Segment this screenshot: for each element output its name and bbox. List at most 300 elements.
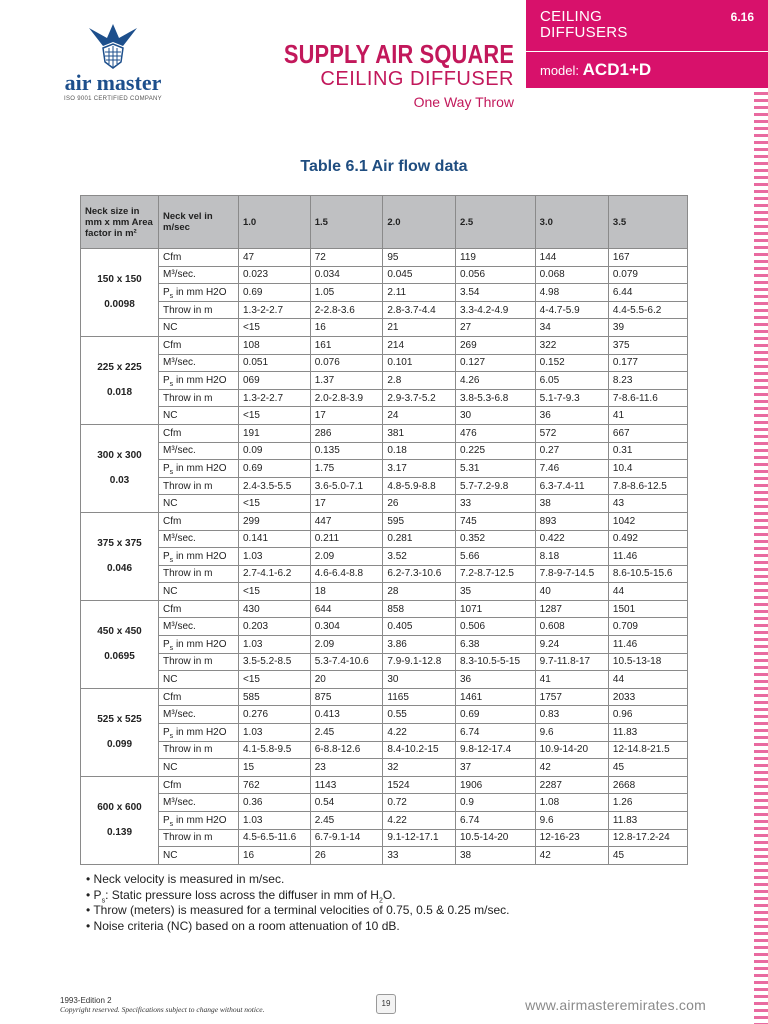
table-row: [81, 671, 688, 689]
value-cell: 6-8.8-12.6: [310, 741, 383, 759]
table-row: [81, 600, 688, 618]
value-cell: 447: [310, 512, 383, 530]
table-row: [81, 495, 688, 513]
value-cell: 2.45: [310, 724, 383, 742]
value-cell: 9.6: [535, 812, 608, 830]
value-cell: 3.8-5.3-6.8: [456, 389, 536, 407]
table-row: [81, 354, 688, 372]
value-cell: 2.9-3.7-5.2: [383, 389, 456, 407]
param-label: Throw in m: [159, 389, 239, 407]
value-cell: 1287: [535, 600, 608, 618]
value-cell: 38: [535, 495, 608, 513]
neck-size: 300 x 300: [97, 450, 142, 462]
value-cell: 12-14.8-21.5: [608, 741, 687, 759]
param-label: Cfm: [159, 688, 239, 706]
table-row: [81, 530, 688, 548]
title-line-2: CEILING DIFFUSER: [320, 68, 514, 90]
value-cell: 21: [383, 319, 456, 337]
value-cell: 28: [383, 583, 456, 601]
value-cell: 2.0-2.8-3.9: [310, 389, 383, 407]
neck-size: 450 x 450: [97, 626, 142, 638]
neck-size-cell: [81, 512, 159, 600]
value-cell: 0.18: [383, 442, 456, 460]
value-cell: 5.1-7-9.3: [535, 389, 608, 407]
param-label: M³/sec.: [159, 706, 239, 724]
table-row: [81, 618, 688, 636]
value-cell: 2287: [535, 776, 608, 794]
value-cell: 4.22: [383, 812, 456, 830]
value-cell: 2.11: [383, 284, 456, 302]
value-cell: 858: [383, 600, 456, 618]
value-cell: 6.2-7.3-10.6: [383, 565, 456, 583]
note-throw: • Throw (meters) is measured for a terminal velocities of 0.75, 0.5 & 0.25 m/sec.: [86, 903, 510, 919]
table-row: [81, 336, 688, 354]
value-cell: 2.09: [310, 636, 383, 654]
param-label: $P_s$ in mm H2O: [159, 460, 239, 478]
value-cell: 8.6-10.5-15.6: [608, 565, 687, 583]
table-row: [81, 847, 688, 865]
value-cell: 0.211: [310, 530, 383, 548]
website-link[interactable]: www.airmasteremirates.com: [525, 997, 706, 1013]
param-label: Throw in m: [159, 477, 239, 495]
param-label: Cfm: [159, 424, 239, 442]
header-col: 1.0: [239, 196, 311, 249]
value-cell: 36: [456, 671, 536, 689]
value-cell: 0.31: [608, 442, 687, 460]
footnotes: [86, 872, 510, 934]
param-label: NC: [159, 759, 239, 777]
value-cell: 38: [456, 847, 536, 865]
value-cell: 119: [456, 249, 536, 267]
value-cell: 16: [239, 847, 311, 865]
category-line-2: DIFFUSERS: [540, 24, 628, 41]
value-cell: 6.74: [456, 812, 536, 830]
value-cell: 5.7-7.2-9.8: [456, 477, 536, 495]
param-label: M³/sec.: [159, 266, 239, 284]
value-cell: 95: [383, 249, 456, 267]
header-col: 2.5: [456, 196, 536, 249]
value-cell: 30: [383, 671, 456, 689]
param-label: Cfm: [159, 249, 239, 267]
area-factor: 0.0695: [104, 651, 135, 663]
header-col: 3.5: [608, 196, 687, 249]
header-col: 2.0: [383, 196, 456, 249]
param-label: $P_s$ in mm H2O: [159, 636, 239, 654]
param-label: Throw in m: [159, 565, 239, 583]
param-label: $P_s$ in mm H2O: [159, 548, 239, 566]
table-row: [81, 284, 688, 302]
value-cell: 4.26: [456, 372, 536, 390]
value-cell: 299: [239, 512, 311, 530]
value-cell: 6.38: [456, 636, 536, 654]
value-cell: 4.1-5.8-9.5: [239, 741, 311, 759]
value-cell: 12-16-23: [535, 829, 608, 847]
neck-size-cell: [81, 688, 159, 776]
table-title: Table 6.1 Air flow data: [300, 158, 468, 175]
param-label: M³/sec.: [159, 442, 239, 460]
value-cell: 2.4-3.5-5.5: [239, 477, 311, 495]
header-neck-vel: Neck vel in m/sec: [159, 196, 239, 249]
value-cell: 0.276: [239, 706, 311, 724]
value-cell: 5.66: [456, 548, 536, 566]
neck-size-cell: [81, 424, 159, 512]
value-cell: 1.75: [310, 460, 383, 478]
value-cell: 26: [310, 847, 383, 865]
value-cell: 1165: [383, 688, 456, 706]
param-label: Throw in m: [159, 301, 239, 319]
value-cell: 0.051: [239, 354, 311, 372]
value-cell: 9.1-12-17.1: [383, 829, 456, 847]
value-cell: 1071: [456, 600, 536, 618]
value-cell: 108: [239, 336, 311, 354]
value-cell: 11.83: [608, 724, 687, 742]
value-cell: 20: [310, 671, 383, 689]
value-cell: 1.03: [239, 812, 311, 830]
value-cell: 595: [383, 512, 456, 530]
table-row: [81, 794, 688, 812]
value-cell: <15: [239, 583, 311, 601]
table-header-row: [81, 196, 688, 249]
value-cell: 191: [239, 424, 311, 442]
product-title: [240, 40, 514, 111]
value-cell: 0.709: [608, 618, 687, 636]
param-label: Cfm: [159, 776, 239, 794]
value-cell: 6.74: [456, 724, 536, 742]
value-cell: 0.023: [239, 266, 311, 284]
param-label: Throw in m: [159, 741, 239, 759]
category-line-1: CEILING: [540, 8, 603, 25]
value-cell: 1.26: [608, 794, 687, 812]
value-cell: 18: [310, 583, 383, 601]
value-cell: 72: [310, 249, 383, 267]
header-divider: [526, 51, 768, 52]
param-label: NC: [159, 319, 239, 337]
value-cell: 0.72: [383, 794, 456, 812]
value-cell: 0.09: [239, 442, 311, 460]
value-cell: 40: [535, 583, 608, 601]
value-cell: 0.135: [310, 442, 383, 460]
value-cell: 41: [535, 671, 608, 689]
table-row: [81, 741, 688, 759]
value-cell: 0.141: [239, 530, 311, 548]
param-label: $P_s$ in mm H2O: [159, 284, 239, 302]
area-factor: 0.046: [106, 563, 133, 575]
value-cell: 4.6-6.4-8.8: [310, 565, 383, 583]
model-prefix: model:: [540, 63, 580, 78]
param-label: Throw in m: [159, 829, 239, 847]
table-row: [81, 477, 688, 495]
value-cell: 0.352: [456, 530, 536, 548]
value-cell: 1.08: [535, 794, 608, 812]
value-cell: 1.03: [239, 548, 311, 566]
value-cell: 30: [456, 407, 536, 425]
value-cell: 34: [535, 319, 608, 337]
value-cell: 4.5-6.5-11.6: [239, 829, 311, 847]
value-cell: 1501: [608, 600, 687, 618]
value-cell: 0.54: [310, 794, 383, 812]
value-cell: 27: [456, 319, 536, 337]
value-cell: 161: [310, 336, 383, 354]
value-cell: 2.45: [310, 812, 383, 830]
table-row: [81, 372, 688, 390]
value-cell: 12.8-17.2-24: [608, 829, 687, 847]
value-cell: 0.608: [535, 618, 608, 636]
value-cell: 745: [456, 512, 536, 530]
value-cell: 3.5-5.2-8.5: [239, 653, 311, 671]
area-factor: 0.139: [106, 827, 133, 839]
value-cell: 0.83: [535, 706, 608, 724]
table-row: [81, 407, 688, 425]
neck-size: 225 x 225: [97, 362, 142, 374]
value-cell: 2.8-3.7-4.4: [383, 301, 456, 319]
value-cell: 381: [383, 424, 456, 442]
neck-size: 525 x 525: [97, 714, 142, 726]
value-cell: 3.6-5.0-7.1: [310, 477, 383, 495]
edition-text: 1993-Edition 2: [60, 996, 112, 1005]
value-cell: 9.6: [535, 724, 608, 742]
value-cell: 17: [310, 407, 383, 425]
value-cell: 476: [456, 424, 536, 442]
param-label: NC: [159, 847, 239, 865]
value-cell: 269: [456, 336, 536, 354]
value-cell: 8.23: [608, 372, 687, 390]
table-row: [81, 319, 688, 337]
value-cell: 214: [383, 336, 456, 354]
value-cell: 4-4.7-5.9: [535, 301, 608, 319]
value-cell: 5.3-7.4-10.6: [310, 653, 383, 671]
value-cell: 1461: [456, 688, 536, 706]
value-cell: 0.056: [456, 266, 536, 284]
value-cell: 2668: [608, 776, 687, 794]
value-cell: 8.18: [535, 548, 608, 566]
value-cell: <15: [239, 671, 311, 689]
value-cell: 7.9-9.1-12.8: [383, 653, 456, 671]
value-cell: 1757: [535, 688, 608, 706]
table-row: [81, 460, 688, 478]
value-cell: 32: [383, 759, 456, 777]
value-cell: 4.4-5.5-6.2: [608, 301, 687, 319]
value-cell: 3.17: [383, 460, 456, 478]
eagle-logo-icon: [85, 18, 141, 70]
table-row: [81, 565, 688, 583]
value-cell: 0.69: [239, 284, 311, 302]
category-header: [526, 0, 768, 88]
table-row: [81, 442, 688, 460]
neck-size-cell: [81, 336, 159, 424]
value-cell: <15: [239, 407, 311, 425]
category-label: [540, 9, 628, 41]
value-cell: 1906: [456, 776, 536, 794]
value-cell: 0.422: [535, 530, 608, 548]
value-cell: <15: [239, 319, 311, 337]
value-cell: 10.9-14-20: [535, 741, 608, 759]
brand-logo: [58, 18, 168, 102]
table-row: [81, 812, 688, 830]
value-cell: 0.177: [608, 354, 687, 372]
area-factor: 0.099: [106, 739, 133, 751]
value-cell: 875: [310, 688, 383, 706]
value-cell: 33: [456, 495, 536, 513]
param-label: Cfm: [159, 336, 239, 354]
value-cell: 0.076: [310, 354, 383, 372]
neck-size: 600 x 600: [97, 802, 142, 814]
value-cell: 16: [310, 319, 383, 337]
value-cell: 0.9: [456, 794, 536, 812]
value-cell: 667: [608, 424, 687, 442]
table-body: [81, 249, 688, 865]
value-cell: 7.8-8.6-12.5: [608, 477, 687, 495]
table-row: [81, 688, 688, 706]
value-cell: 6.7-9.1-14: [310, 829, 383, 847]
value-cell: 23: [310, 759, 383, 777]
model-value: ACD1+D: [582, 60, 652, 79]
param-label: M³/sec.: [159, 618, 239, 636]
table-row: [81, 776, 688, 794]
area-factor: 0.03: [109, 475, 130, 487]
value-cell: 3.86: [383, 636, 456, 654]
value-cell: 0.405: [383, 618, 456, 636]
footer-edition: [60, 996, 264, 1014]
value-cell: 11.46: [608, 548, 687, 566]
value-cell: 3.52: [383, 548, 456, 566]
neck-size-cell: [81, 600, 159, 688]
value-cell: 0.079: [608, 266, 687, 284]
value-cell: 9.24: [535, 636, 608, 654]
value-cell: 0.034: [310, 266, 383, 284]
value-cell: 4.8-5.9-8.8: [383, 477, 456, 495]
value-cell: 0.045: [383, 266, 456, 284]
value-cell: 0.127: [456, 354, 536, 372]
value-cell: <15: [239, 495, 311, 513]
model-label: [540, 60, 651, 80]
param-label: NC: [159, 583, 239, 601]
value-cell: 6.44: [608, 284, 687, 302]
area-factor: 0.018: [106, 387, 133, 399]
value-cell: 39: [608, 319, 687, 337]
neck-size-cell: [81, 776, 159, 864]
value-cell: 42: [535, 847, 608, 865]
value-cell: 7.46: [535, 460, 608, 478]
title-line-1: SUPPLY AIR SQUARE: [283, 39, 514, 69]
table-row: [81, 249, 688, 267]
value-cell: 0.492: [608, 530, 687, 548]
value-cell: 8.3-10.5-5-15: [456, 653, 536, 671]
value-cell: 0.225: [456, 442, 536, 460]
value-cell: 3.54: [456, 284, 536, 302]
value-cell: 33: [383, 847, 456, 865]
param-label: M³/sec.: [159, 794, 239, 812]
table-row: [81, 424, 688, 442]
value-cell: 0.27: [535, 442, 608, 460]
param-label: Cfm: [159, 512, 239, 530]
param-label: Throw in m: [159, 653, 239, 671]
table-row: [81, 389, 688, 407]
table-row: [81, 759, 688, 777]
value-cell: 45: [608, 759, 687, 777]
param-label: $P_s$ in mm H2O: [159, 812, 239, 830]
value-cell: 47: [239, 249, 311, 267]
value-cell: 0.69: [456, 706, 536, 724]
value-cell: 286: [310, 424, 383, 442]
table-row: [81, 512, 688, 530]
value-cell: 0.152: [535, 354, 608, 372]
section-code: 6.16: [730, 10, 754, 24]
value-cell: 0.304: [310, 618, 383, 636]
neck-size: 375 x 375: [97, 538, 142, 550]
value-cell: 43: [608, 495, 687, 513]
table-row: [81, 653, 688, 671]
value-cell: 0.203: [239, 618, 311, 636]
value-cell: 24: [383, 407, 456, 425]
value-cell: 5.31: [456, 460, 536, 478]
brand-name: air master: [64, 70, 162, 95]
value-cell: 7-8.6-11.6: [608, 389, 687, 407]
table-row: [81, 548, 688, 566]
value-cell: 1524: [383, 776, 456, 794]
value-cell: 7.8-9-7-14.5: [535, 565, 608, 583]
value-cell: 4.98: [535, 284, 608, 302]
value-cell: 1143: [310, 776, 383, 794]
brand-tagline: ISO 9001 CERTIFIED COMPANY: [64, 96, 162, 102]
header-col: 3.0: [535, 196, 608, 249]
value-cell: 4.22: [383, 724, 456, 742]
value-cell: 1.03: [239, 636, 311, 654]
value-cell: 10.5-14-20: [456, 829, 536, 847]
value-cell: 0.36: [239, 794, 311, 812]
value-cell: 762: [239, 776, 311, 794]
value-cell: 10.5-13-18: [608, 653, 687, 671]
value-cell: 45: [608, 847, 687, 865]
value-cell: 7.2-8.7-12.5: [456, 565, 536, 583]
value-cell: 167: [608, 249, 687, 267]
table-row: [81, 724, 688, 742]
param-label: Cfm: [159, 600, 239, 618]
value-cell: 572: [535, 424, 608, 442]
table-row: [81, 301, 688, 319]
value-cell: 17: [310, 495, 383, 513]
value-cell: 144: [535, 249, 608, 267]
value-cell: 0.55: [383, 706, 456, 724]
note-static-pressure: • $P_s$: Static pressure loss across the diffuser in mm of $H_2O$.: [86, 888, 510, 904]
value-cell: 0.413: [310, 706, 383, 724]
table-row: [81, 583, 688, 601]
value-cell: 2.7-4.1-6.2: [239, 565, 311, 583]
value-cell: 0.068: [535, 266, 608, 284]
value-cell: 2.8: [383, 372, 456, 390]
value-cell: 0.506: [456, 618, 536, 636]
value-cell: 11.83: [608, 812, 687, 830]
edge-index-tabs: [754, 92, 768, 1024]
value-cell: 3.3-4.2-4.9: [456, 301, 536, 319]
value-cell: 6.05: [535, 372, 608, 390]
param-label: $P_s$ in mm H2O: [159, 372, 239, 390]
value-cell: 893: [535, 512, 608, 530]
value-cell: 8.4-10.2-15: [383, 741, 456, 759]
value-cell: 15: [239, 759, 311, 777]
value-cell: 2033: [608, 688, 687, 706]
param-label: $P_s$ in mm H2O: [159, 724, 239, 742]
value-cell: 375: [608, 336, 687, 354]
param-label: NC: [159, 495, 239, 513]
value-cell: 0.281: [383, 530, 456, 548]
value-cell: 1042: [608, 512, 687, 530]
value-cell: 9.7-11.8-17: [535, 653, 608, 671]
table-row: [81, 829, 688, 847]
value-cell: 10.4: [608, 460, 687, 478]
value-cell: 069: [239, 372, 311, 390]
note-neck-velocity: • Neck velocity is measured in m/sec.: [86, 872, 510, 888]
value-cell: 0.96: [608, 706, 687, 724]
